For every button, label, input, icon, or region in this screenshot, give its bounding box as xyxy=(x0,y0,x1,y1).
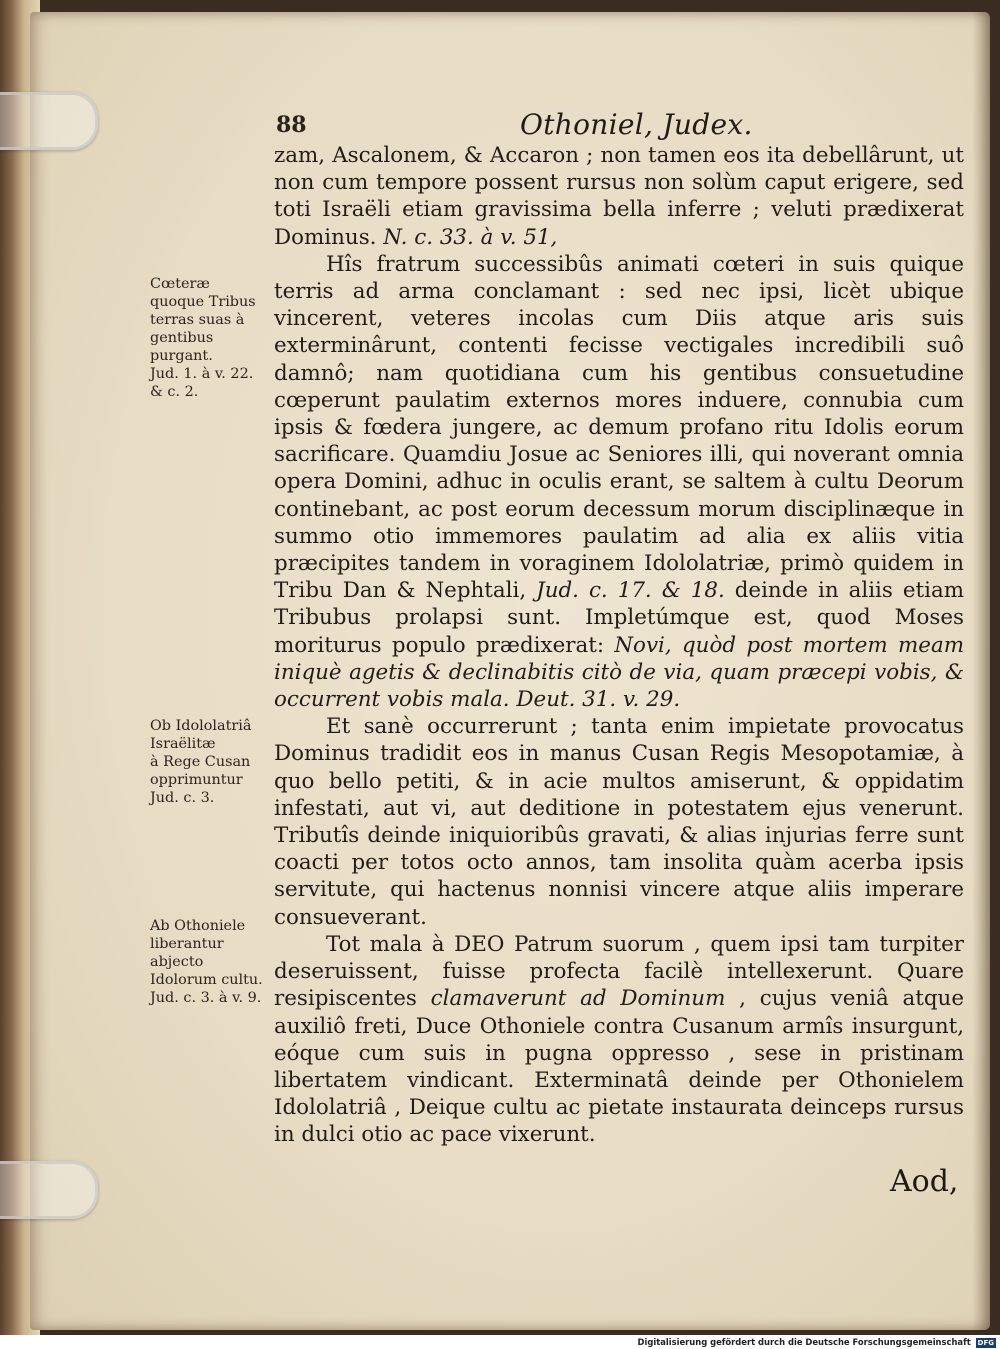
paragraph xyxy=(274,251,964,713)
paragraph-text: zam, Ascalonem, & Accaron ; non tamen eos ita debellârunt, ut non cum tempore possent rursus non solùm caput erigere, sed toti Israëli etiam gravissima bella inferre ; veluti prædixerat Dominus. xyxy=(274,143,964,250)
margin-note-idolatry xyxy=(150,717,268,807)
scripture-quote: clamaverunt ad Dominum xyxy=(430,986,726,1012)
page-gutter-shadow xyxy=(972,12,990,1330)
catchword: Aod, xyxy=(890,1164,959,1199)
footer-credit-text: Digitalisierung gefördert durch die Deutsche Forschungsgemeinschaft xyxy=(637,1337,971,1347)
scripture-reference: N. c. 33. à v. 51, xyxy=(383,224,558,250)
paragraph-text: deinde in aliis etiam Tribubus prolapsi sunt. Impletúmque est, quod Moses moriturus populo prædixerat: xyxy=(274,578,964,658)
page-header xyxy=(276,108,966,142)
margin-note-line: Jud. c. 3. à v. 9. xyxy=(150,990,262,1006)
scripture-reference: Jud. c. 17. & 18. xyxy=(536,578,725,604)
margin-note-line: Jud. 1. à v. 22. xyxy=(150,366,254,382)
margin-note-line: Jud. c. 3. xyxy=(150,790,215,806)
running-title: Othoniel, Judex. xyxy=(520,108,753,141)
footer-credit xyxy=(638,1335,996,1349)
margin-note-tribes xyxy=(150,275,268,401)
paragraph-text: Et sanè occurrerunt ; tanta enim impietate provocatus Dominus tradidit eos in manus Cusan Regis Mesopotamiæ, à quo bello petiti, & in acie multos amiserunt, & oppidatim infestati, aut vi, aut deditione in potestatem ejus venerunt. Tributîs deinde iniquioribûs gravati, & alias injurias ferre sunt coacti per totos octo annos, tam insolita quàm acerba ipsis servitute, qui hactenus nonnisi vincere atque aliis imperare consueverant. xyxy=(274,714,964,930)
scripture-quote: Novi, quòd post mortem meam iniquè agetis & declinabitis citò de via, quam præcepi vobis, & occurrent vobis mala. Deut. 31. v. 29. xyxy=(274,632,964,713)
margin-note-line: abjecto Idolorum cultu. xyxy=(150,954,263,988)
paragraph xyxy=(274,931,964,1149)
margin-note-line: Ob Idololatriâ Israëlitæ xyxy=(150,718,252,752)
page-clip-bottom xyxy=(0,1161,98,1219)
paragraph xyxy=(274,142,964,251)
paragraph xyxy=(274,713,964,931)
paragraph-text: Tot mala à DEO Patrum suorum , quem ipsi tam turpiter deseruissent, fuisse profecta facilè intellexerunt. Quare resipiscentes xyxy=(274,931,964,1012)
margin-note-line: & c. 2. xyxy=(150,384,199,400)
margin-note-line: terras suas à xyxy=(150,312,245,328)
margin-note-line: opprimuntur xyxy=(150,772,243,788)
margin-note-othoniel xyxy=(150,917,268,1007)
margin-note-line: Cœteræ quoque Tribus xyxy=(150,276,256,310)
paragraph-text: , cujus veniâ atque auxiliô freti, Duce Othoniele contra Cusanum armîs insurgunt, eóque cum suis in pugna oppresso , sese in pristinam libertatem vindicant. Exterminatâ deinde per Othonielem Idololatriâ , Deique cultu ac pietate instaurata deinceps rursus in dulci otio ac pace vixerunt. xyxy=(274,986,964,1148)
margin-note-line: purgant. xyxy=(150,348,213,364)
page-clip-top xyxy=(0,92,98,150)
margin-note-line: Ab Othoniele liberantur xyxy=(150,918,246,952)
page-number: 88 xyxy=(276,112,307,138)
body-text xyxy=(274,142,964,1149)
margin-note-line: à Rege Cusan xyxy=(150,754,251,770)
paragraph-text: Hîs fratrum successibûs animati cœteri in suis quique terris ad arma conclamant : sed nec ipsi, licèt ubique vincerent, veteres incolas cum Diis atque aris suis exterminârunt, contenti fecisse vectigales incredibili suô damnô; nam quotidiana cum his gentibus consuetudine cœperunt paulatim externos mores induere, connubia cum ipsis & fœdera jungere, ac demum profano ritu Idolis eorum sacrificare. Quamdiu Josue ac Seniores illi, qui noverant omnia opera Domini, adhuc in oculis erant, se saltem à cultu Deorum continebant, ac post eorum decessum morum disciplinæque in summo otio immemores paulatim ad alia ex aliis vitia præcipites tandem in voraginem Idololatriæ, primò quidem in Tribu Dan & Nephtali, xyxy=(274,251,964,604)
margin-note-line: gentibus xyxy=(150,330,214,346)
digitization-footer xyxy=(0,1335,1000,1349)
dfg-logo: DFG xyxy=(977,1338,994,1347)
